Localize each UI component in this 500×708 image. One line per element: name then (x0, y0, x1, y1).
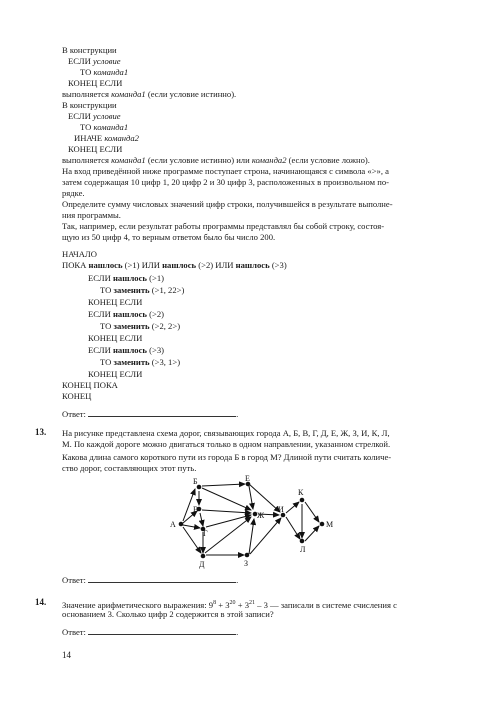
edge-A-G (183, 525, 200, 528)
edge-E-I (249, 484, 280, 512)
answer-blank[interactable] (88, 574, 236, 583)
intro-line: выполняется команда1 (если условие истинно). (62, 89, 237, 99)
edge-I-L (286, 517, 300, 539)
intro-line: ИНАЧЕ команда2 (74, 133, 139, 143)
q14-text-line: Значение арифметического выражения: $9^8 + 3^{20} + 3^{21} - 3$ — записали в системе счисления с (62, 599, 397, 610)
node-label: Ж (257, 511, 265, 520)
intro-line: ЕСЛИ условие (68, 111, 121, 121)
answer-line-14: Ответ: . (62, 627, 239, 637)
program-line: ТО заменить (>3, 1>) (100, 357, 181, 367)
edge-A-D (183, 527, 201, 553)
program-line: ТО заменить (>1, 22>) (100, 285, 185, 295)
program-line: КОНЕЦ ЕСЛИ (88, 333, 143, 343)
q13-text-line: На рисунке представлена схема дорог, связывающих города А, Б, В, Г, Д, Е, Ж, З, И, К, Л, (62, 428, 390, 438)
node-label: М (326, 520, 334, 529)
edge-Z-I (250, 518, 281, 554)
q13-text-line: М. По каждой дороге можно двигаться только в одном направлении, указанном стрелкой. (62, 439, 391, 449)
q13-text-line: Какова длина самого короткого пути из города Б в город М? Длиной пути считать количе- (62, 452, 392, 462)
edge-D-ZH (205, 517, 251, 553)
node-K (300, 498, 305, 503)
node-M (320, 522, 325, 527)
edge-I-K (286, 502, 299, 513)
program-line: КОНЕЦ ЕСЛИ (88, 369, 143, 379)
intro-line: ТО команда1 (80, 122, 129, 132)
program-line: ПОКА нашлось (>1) ИЛИ нашлось (>2) ИЛИ нашлось (>3) (62, 260, 287, 270)
program-line: НАЧАЛО (62, 249, 97, 259)
task-text-line: Определите сумму числовых значений цифр строки, получившейся в результате выполне- (62, 199, 393, 209)
program-line: КОНЕЦ ПОКА (62, 380, 118, 390)
q14-text-line: основанием 3. Сколько цифр 2 содержится в этой записи? (62, 609, 274, 619)
edge-V-ZH (202, 510, 251, 513)
edge-B-ZH (202, 488, 251, 510)
program-line: КОНЕЦ ЕСЛИ (88, 297, 143, 307)
node-label: К (298, 488, 304, 497)
node-label: Г (203, 529, 208, 538)
intro-line: выполняется команда1 (если условие истинно) или команда2 (если условие ложно). (62, 155, 370, 165)
node-label: Е (245, 474, 250, 483)
road-graph (0, 474, 500, 574)
node-label: В (193, 505, 199, 514)
task-text-line: ния программы. (62, 210, 121, 220)
intro-line: КОНЕЦ ЕСЛИ (68, 144, 123, 154)
answer-blank[interactable] (88, 408, 236, 417)
node-label: Д (199, 560, 205, 569)
node-D (201, 554, 206, 559)
answer-line-12: Ответ: . (62, 409, 239, 419)
node-label: З (244, 559, 249, 568)
page-number: 14 (62, 650, 71, 660)
edge-K-M (305, 502, 319, 522)
program-line: ЕСЛИ нашлось (>1) (88, 273, 164, 283)
edge-V-G (200, 513, 203, 526)
intro-line: ЕСЛИ условие (68, 56, 121, 66)
node-Z (245, 553, 250, 558)
answer-line-13: Ответ: . (62, 575, 239, 585)
answer-blank[interactable] (88, 626, 236, 635)
intro-line: ТО команда1 (80, 67, 129, 77)
node-label: И (278, 505, 284, 514)
intro-line: В конструкции (62, 45, 117, 55)
program-line: ЕСЛИ нашлось (>3) (88, 345, 164, 355)
task-text-line: Так, например, если результат работы программы представлял бы собой строку, состоя- (62, 221, 385, 231)
edge-Z-ZH (249, 519, 254, 554)
program-line: ТО заменить (>2, 2>) (100, 321, 181, 331)
node-A (179, 522, 184, 527)
program-line: ЕСЛИ нашлось (>2) (88, 309, 164, 319)
intro-line: КОНЕЦ ЕСЛИ (68, 78, 123, 88)
node-L (300, 539, 305, 544)
intro-line: В конструкции (62, 100, 117, 110)
program-line: КОНЕЦ (62, 391, 92, 401)
node-label: Л (300, 545, 306, 554)
edge-G-ZH (206, 515, 251, 527)
node-label: Б (193, 477, 198, 486)
task-text-line: щую из 50 цифр 4, то верным ответом было бы число 200. (62, 232, 276, 242)
question-number: 14. (35, 597, 47, 607)
question-number: 13. (35, 427, 47, 437)
task-text-line: рядке. (62, 188, 85, 198)
q13-text-line: ство дорог, составляющих этот путь. (62, 463, 197, 473)
edge-L-M (305, 526, 319, 541)
task-text-line: затем содержащая 10 цифр 1, 20 цифр 2 и 30 цифр 3, расположенных в произвольном по- (62, 177, 390, 187)
node-label: А (170, 520, 176, 529)
edge-B-E (202, 484, 245, 486)
task-text-line: На вход приведённой ниже программе поступает строна, начинающаяся с символа «>», а (62, 166, 389, 176)
edge-E-ZH (249, 486, 253, 509)
